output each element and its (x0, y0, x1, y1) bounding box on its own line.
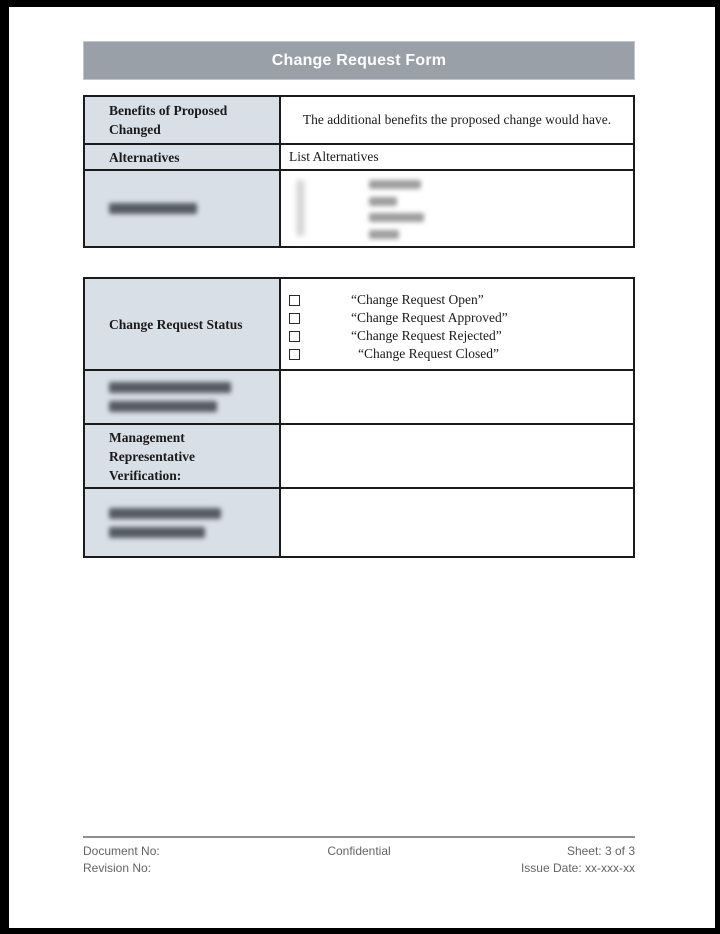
label-redacted-signature (85, 489, 281, 556)
field-redacted-approval[interactable] (281, 371, 633, 425)
checkbox-change-request-rejected[interactable] (289, 331, 300, 342)
checkbox-change-request-closed[interactable] (289, 349, 300, 360)
field-benefits-text: The additional benefits the proposed change would have. (302, 112, 612, 127)
footer-sheet: Sheet: 3 of 3 (566, 844, 635, 858)
redacted-text (109, 527, 205, 538)
label-redacted-row3 (85, 171, 281, 246)
status-option-approved (281, 309, 633, 327)
label-redacted-approval (85, 371, 281, 425)
redacted-text (369, 213, 424, 222)
redacted-list-markers (297, 180, 304, 236)
redacted-text (369, 230, 399, 239)
status-option-open (281, 291, 633, 309)
label-change-request-status-text: Change Request Status (109, 316, 243, 332)
page-border-bottom (0, 928, 720, 934)
footer-revision-no: Revision No: (83, 861, 152, 875)
label-benefits-text: Benefits of Proposed Changed (109, 103, 228, 137)
page-footer (83, 836, 635, 877)
field-benefits[interactable] (281, 97, 633, 145)
label-management-rep-verification (85, 425, 281, 489)
field-management-rep-verification[interactable] (281, 425, 633, 489)
details-table (83, 95, 635, 248)
footer-issue-date: Issue Date: xx-xxx-xx (520, 861, 635, 875)
checkbox-change-request-open[interactable] (289, 295, 300, 306)
footer-confidential: Confidential (327, 844, 391, 858)
redacted-text (109, 382, 231, 393)
footer-right (451, 843, 635, 877)
footer-document-no: Document No: (83, 844, 160, 858)
status-options-list (281, 285, 633, 363)
page-border-left (0, 0, 9, 934)
status-option-closed (281, 345, 633, 363)
checkbox-change-request-approved[interactable] (289, 313, 300, 324)
label-benefits (85, 97, 281, 145)
page-border-right (715, 0, 720, 934)
label-alternatives (85, 145, 281, 171)
redacted-text (109, 401, 217, 412)
field-alternatives-text: List Alternatives (289, 149, 379, 164)
status-table (83, 277, 635, 558)
redacted-text (369, 180, 421, 189)
field-alternatives[interactable] (281, 145, 633, 171)
status-option-approved-label: “Change Request Approved” (351, 310, 508, 325)
redacted-text (369, 197, 397, 206)
footer-left (83, 843, 267, 877)
status-option-rejected (281, 327, 633, 345)
label-management-rep-verification-text: Management Representative Verification: (109, 429, 195, 483)
field-redacted-row3[interactable] (281, 171, 633, 246)
redacted-text (109, 203, 197, 214)
status-option-rejected-label: “Change Request Rejected” (351, 328, 502, 343)
form-title: Change Request Form (271, 51, 447, 69)
label-alternatives-text: Alternatives (109, 149, 180, 165)
page-border-top (0, 0, 720, 7)
status-option-open-label: “Change Request Open” (351, 292, 484, 307)
status-option-closed-label: “Change Request Closed” (358, 346, 499, 361)
label-change-request-status (85, 279, 281, 371)
field-change-request-status (281, 279, 633, 371)
form-title-bar (83, 41, 635, 80)
redacted-text (109, 508, 221, 519)
field-redacted-signature[interactable] (281, 489, 633, 556)
